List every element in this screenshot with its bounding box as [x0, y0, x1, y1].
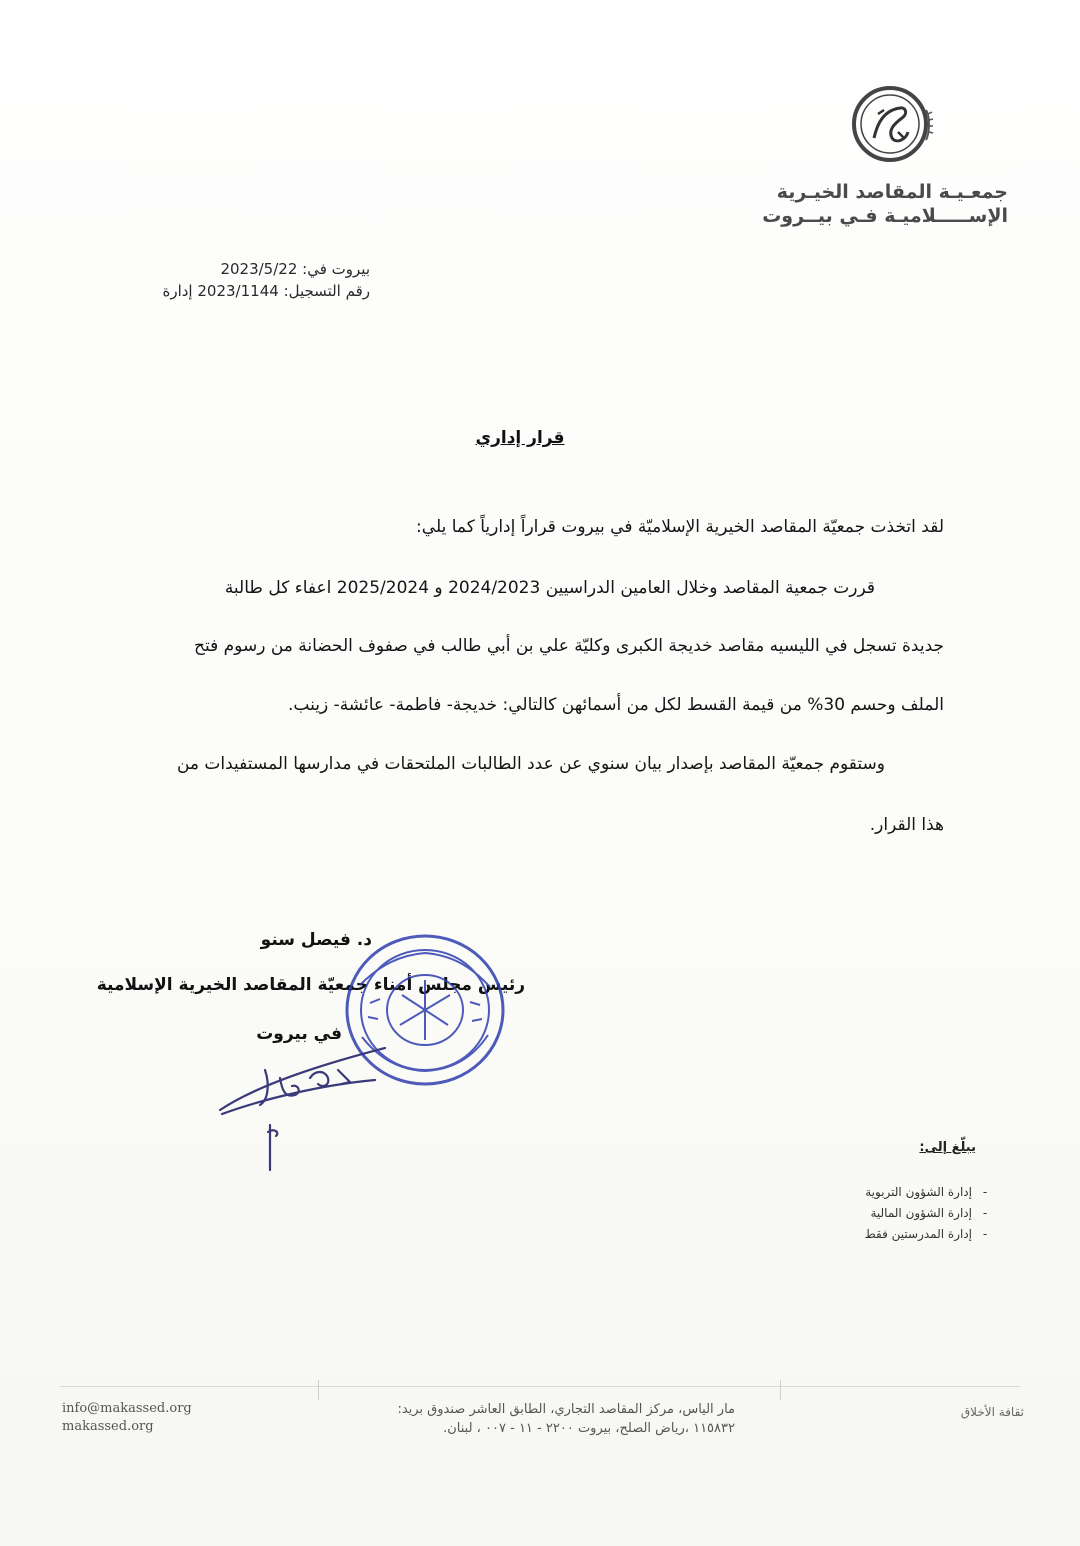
date-block	[110, 258, 370, 302]
signatory-position-line1: رئيس مجلس أمناء جمعيّة المقاصد الخيرية الإسلامية	[96, 975, 525, 995]
date-label: بيروت في:	[302, 260, 370, 278]
handwritten-signature-icon	[210, 1040, 410, 1180]
footer-separator	[318, 1380, 319, 1400]
footer-address-line2: ١١٥٨٣٢ ،رياض الصلح، بيروت ٢٢٠٠ - ١١ - ٠٠٧ ، لبنان.	[443, 1421, 735, 1436]
paragraph1-line3: الملف وحسم 30% من قيمة القسط لكل من أسمائهن كالتالي: خديجة- فاطمة- عائشة- زينب.	[287, 695, 944, 715]
intro-paragraph: لقد اتخذت جمعيّة المقاصد الخيرية الإسلاميّة في بيروت قراراً إدارياً كما يلي:	[416, 517, 944, 537]
cc-list	[865, 1182, 998, 1245]
cc-item: - إدارة الشؤون المالية	[865, 1203, 998, 1224]
footer-slogan: ثقافة الأخلاق	[960, 1405, 1024, 1419]
cc-item: - إدارة الشؤون التربوية	[865, 1182, 998, 1203]
cc-item: - إدارة المدرستين فقط	[865, 1224, 998, 1245]
footer-divider	[60, 1386, 1020, 1387]
footer-address	[397, 1400, 735, 1438]
registration-value: 2023/1144	[197, 282, 279, 300]
footer-website: makassed.org	[62, 1419, 154, 1434]
footer-address-line1: مار الياس، مركز المقاصد التجاري، الطابق العاشر صندوق بريد:	[397, 1402, 735, 1417]
makassed-logo-icon	[848, 80, 936, 168]
organization-name	[762, 180, 1008, 228]
registration-row	[110, 280, 370, 302]
paragraph2-line1: وستقوم جمعيّة المقاصد بإصدار بيان سنوي عن عدد الطالبات الملتحقات في مدارسها المستفيدات من	[176, 754, 885, 774]
document-title: قرار إداري	[475, 428, 565, 448]
signatory-position-line2: في بيروت	[256, 1024, 342, 1044]
cc-title: يبلّغ إلى:	[919, 1140, 976, 1155]
date-row	[110, 258, 370, 280]
date-value: 2023/5/22	[220, 260, 298, 278]
footer-separator	[780, 1380, 781, 1400]
paragraph1-line2: جديدة تسجل في الليسيه مقاصد خديجة الكبرى وكليّة علي بن أبي طالب في صفوف الحضانة من رسوم فتح	[194, 636, 944, 656]
registration-label: رقم التسجيل:	[283, 282, 370, 300]
paragraph2-line2: هذا القرار.	[869, 815, 944, 835]
footer-contact	[62, 1400, 192, 1436]
paragraph1-line1: قررت جمعية المقاصد وخلال العامين الدراسيين 2024/2023 و 2025/2024 اعفاء كل طالبة	[224, 578, 875, 598]
org-name-line1: جمعـيـة المقاصد الخيـرية	[776, 181, 1008, 203]
signatory-name: د. فيصل سنو	[260, 930, 372, 950]
org-name-line2: الإســـــلاميـة فـي بيــروت	[762, 205, 1008, 227]
footer-email: info@makassed.org	[62, 1401, 192, 1416]
registration-suffix: إدارة	[162, 282, 193, 300]
